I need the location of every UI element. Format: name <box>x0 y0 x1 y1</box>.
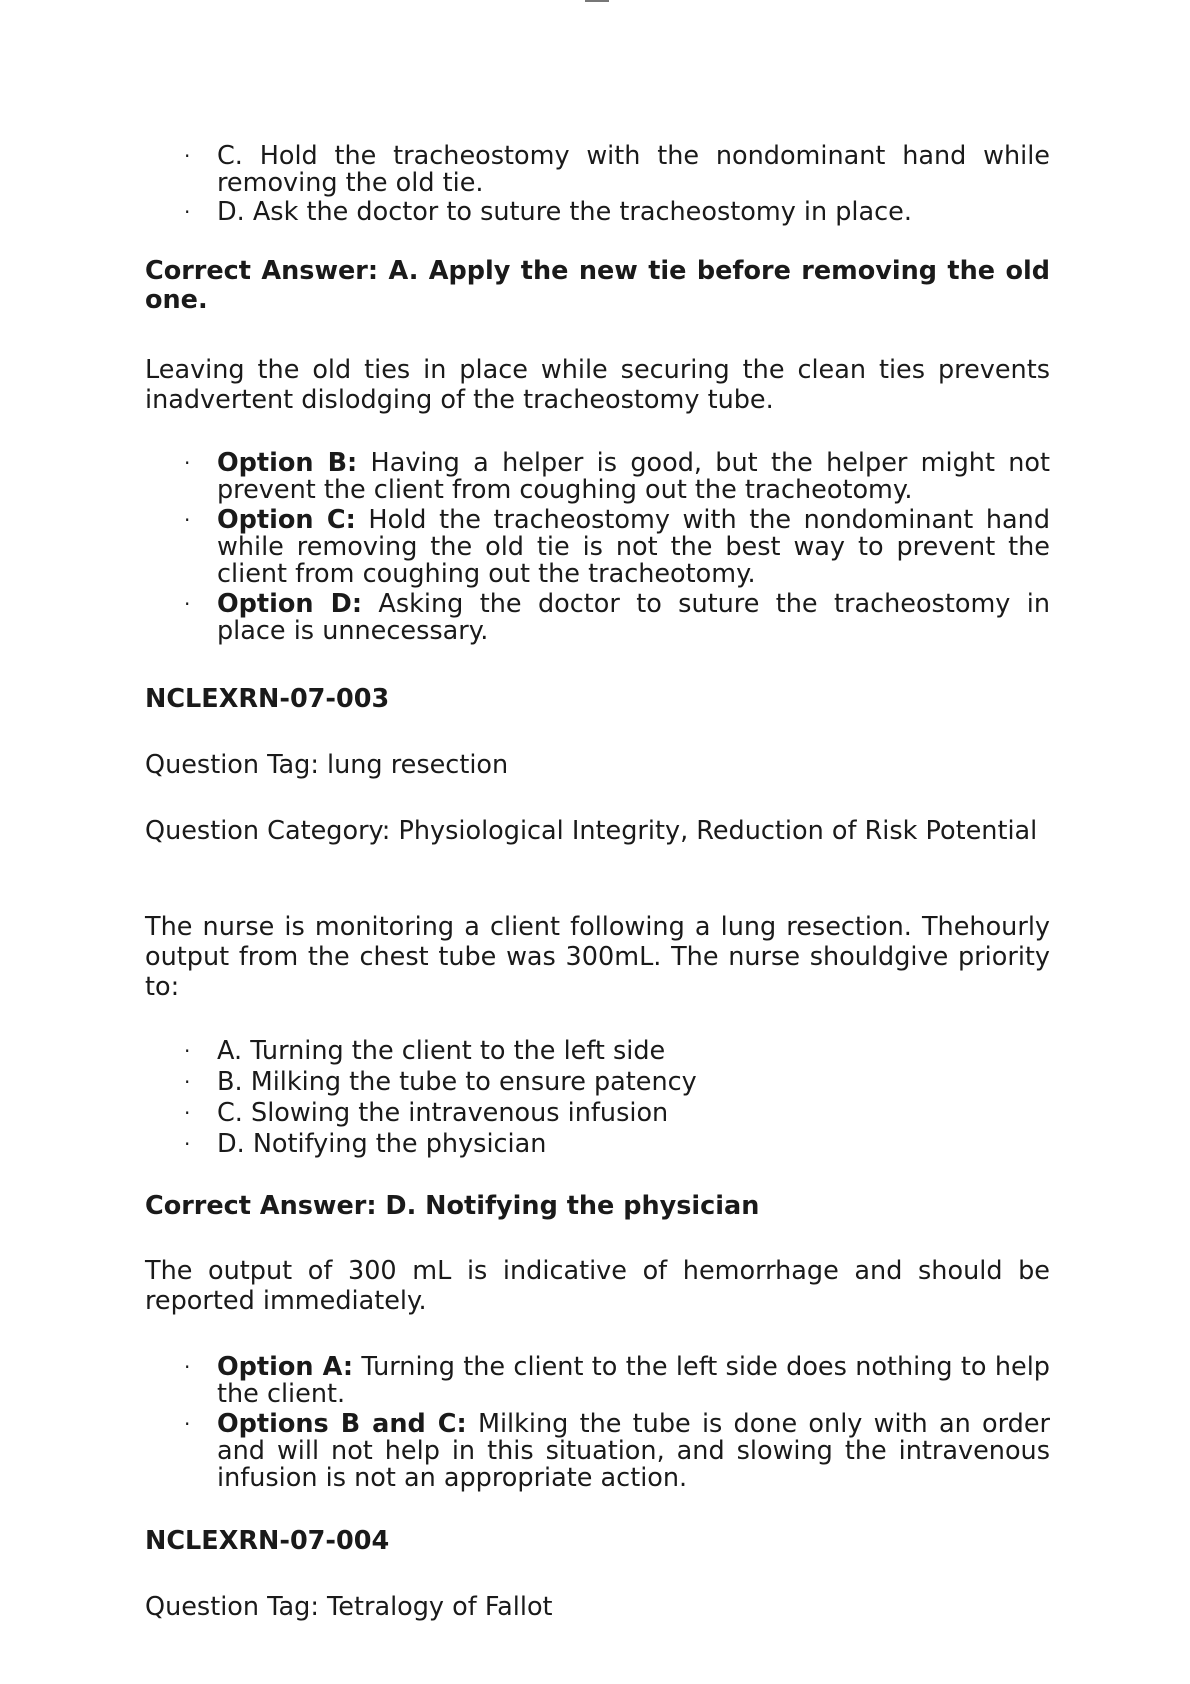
list-item <box>145 1411 1050 1492</box>
q2-rationale: The output of 300 mL is indicative of hemorrhage and should be reported immediately. <box>145 1256 1050 1316</box>
option-explanation: Turning the client to the left side does nothing to help the client. <box>217 1352 1050 1409</box>
option-explanation: Hold the tracheostomy with the nondominant hand while removing the old tie is not the best way to prevent the client from coughing out the tracheotomy. <box>217 505 1051 589</box>
q2-explanations-list <box>145 1354 1050 1492</box>
list-item <box>145 199 1050 226</box>
list-item <box>145 1098 1050 1129</box>
option-text: C. Hold the tracheostomy with the nondominant hand while removing the old tie. <box>217 141 1050 198</box>
q2-correct-answer: Correct Answer: D. Notifying the physician <box>145 1191 760 1221</box>
bullet-icon: · <box>184 144 191 168</box>
q2-question-category: Question Category: Physiological Integrity, Reduction of Risk Potential <box>145 816 1038 846</box>
list-item <box>145 1067 1050 1098</box>
list-item <box>145 591 1050 645</box>
q2-question-id: NCLEXRN-07-003 <box>145 684 390 714</box>
q2-question-stem: The nurse is monitoring a client following a lung resection. Thehourly output from the chest tube was 300mL. The nurse shouldgive priority to: <box>145 912 1050 1002</box>
bullet-icon: · <box>184 592 191 616</box>
bullet-icon: · <box>184 451 191 475</box>
option-label: Option B: <box>217 448 358 478</box>
option-label: Option C: <box>217 505 356 535</box>
q1-rationale: Leaving the old ties in place while securing the clean ties prevents inadvertent dislodging of the tracheostomy tube. <box>145 355 1050 415</box>
option-text: D. Ask the doctor to suture the tracheostomy in place. <box>217 197 912 227</box>
list-item <box>145 1129 1050 1160</box>
option-text: A. Turning the client to the left side <box>217 1036 666 1066</box>
option-explanation: Asking the doctor to suture the tracheostomy in place is unnecessary. <box>217 589 1050 646</box>
q2-question-tag: Question Tag: lung resection <box>145 750 509 780</box>
list-item <box>145 507 1050 588</box>
bullet-icon: · <box>184 1355 191 1379</box>
option-text: D. Notifying the physician <box>217 1129 547 1159</box>
option-explanation: Milking the tube is done only with an order and will not help in this situation, and slowing the intravenous infusion is not an appropriate action. <box>217 1409 1050 1493</box>
option-explanation: Having a helper is good, but the helper might not prevent the client from coughing out the tracheotomy. <box>217 448 1050 505</box>
q3-question-tag: Question Tag: Tetralogy of Fallot <box>145 1592 553 1622</box>
q1-explanations-list <box>145 450 1050 645</box>
option-label: Option A: <box>217 1352 354 1382</box>
list-item <box>145 1036 1050 1067</box>
option-label: Options B and C: <box>217 1409 467 1439</box>
q1-options-list <box>145 143 1050 226</box>
bullet-icon: · <box>184 200 191 224</box>
bullet-icon: · <box>184 1070 191 1094</box>
bullet-icon: · <box>184 1412 191 1436</box>
q3-question-id: NCLEXRN-07-004 <box>145 1526 390 1556</box>
q2-options-list <box>145 1036 1050 1160</box>
option-text: B. Milking the tube to ensure patency <box>217 1067 697 1097</box>
bullet-icon: · <box>184 1039 191 1063</box>
list-item <box>145 143 1050 197</box>
bullet-icon: · <box>184 1132 191 1156</box>
option-text: C. Slowing the intravenous infusion <box>217 1098 669 1128</box>
page-top-mark <box>585 0 609 2</box>
q1-correct-answer: Correct Answer: A. Apply the new tie before removing the old one. <box>145 256 1050 315</box>
option-label: Option D: <box>217 589 363 619</box>
bullet-icon: · <box>184 508 191 532</box>
list-item <box>145 1354 1050 1408</box>
bullet-icon: · <box>184 1101 191 1125</box>
list-item <box>145 450 1050 504</box>
